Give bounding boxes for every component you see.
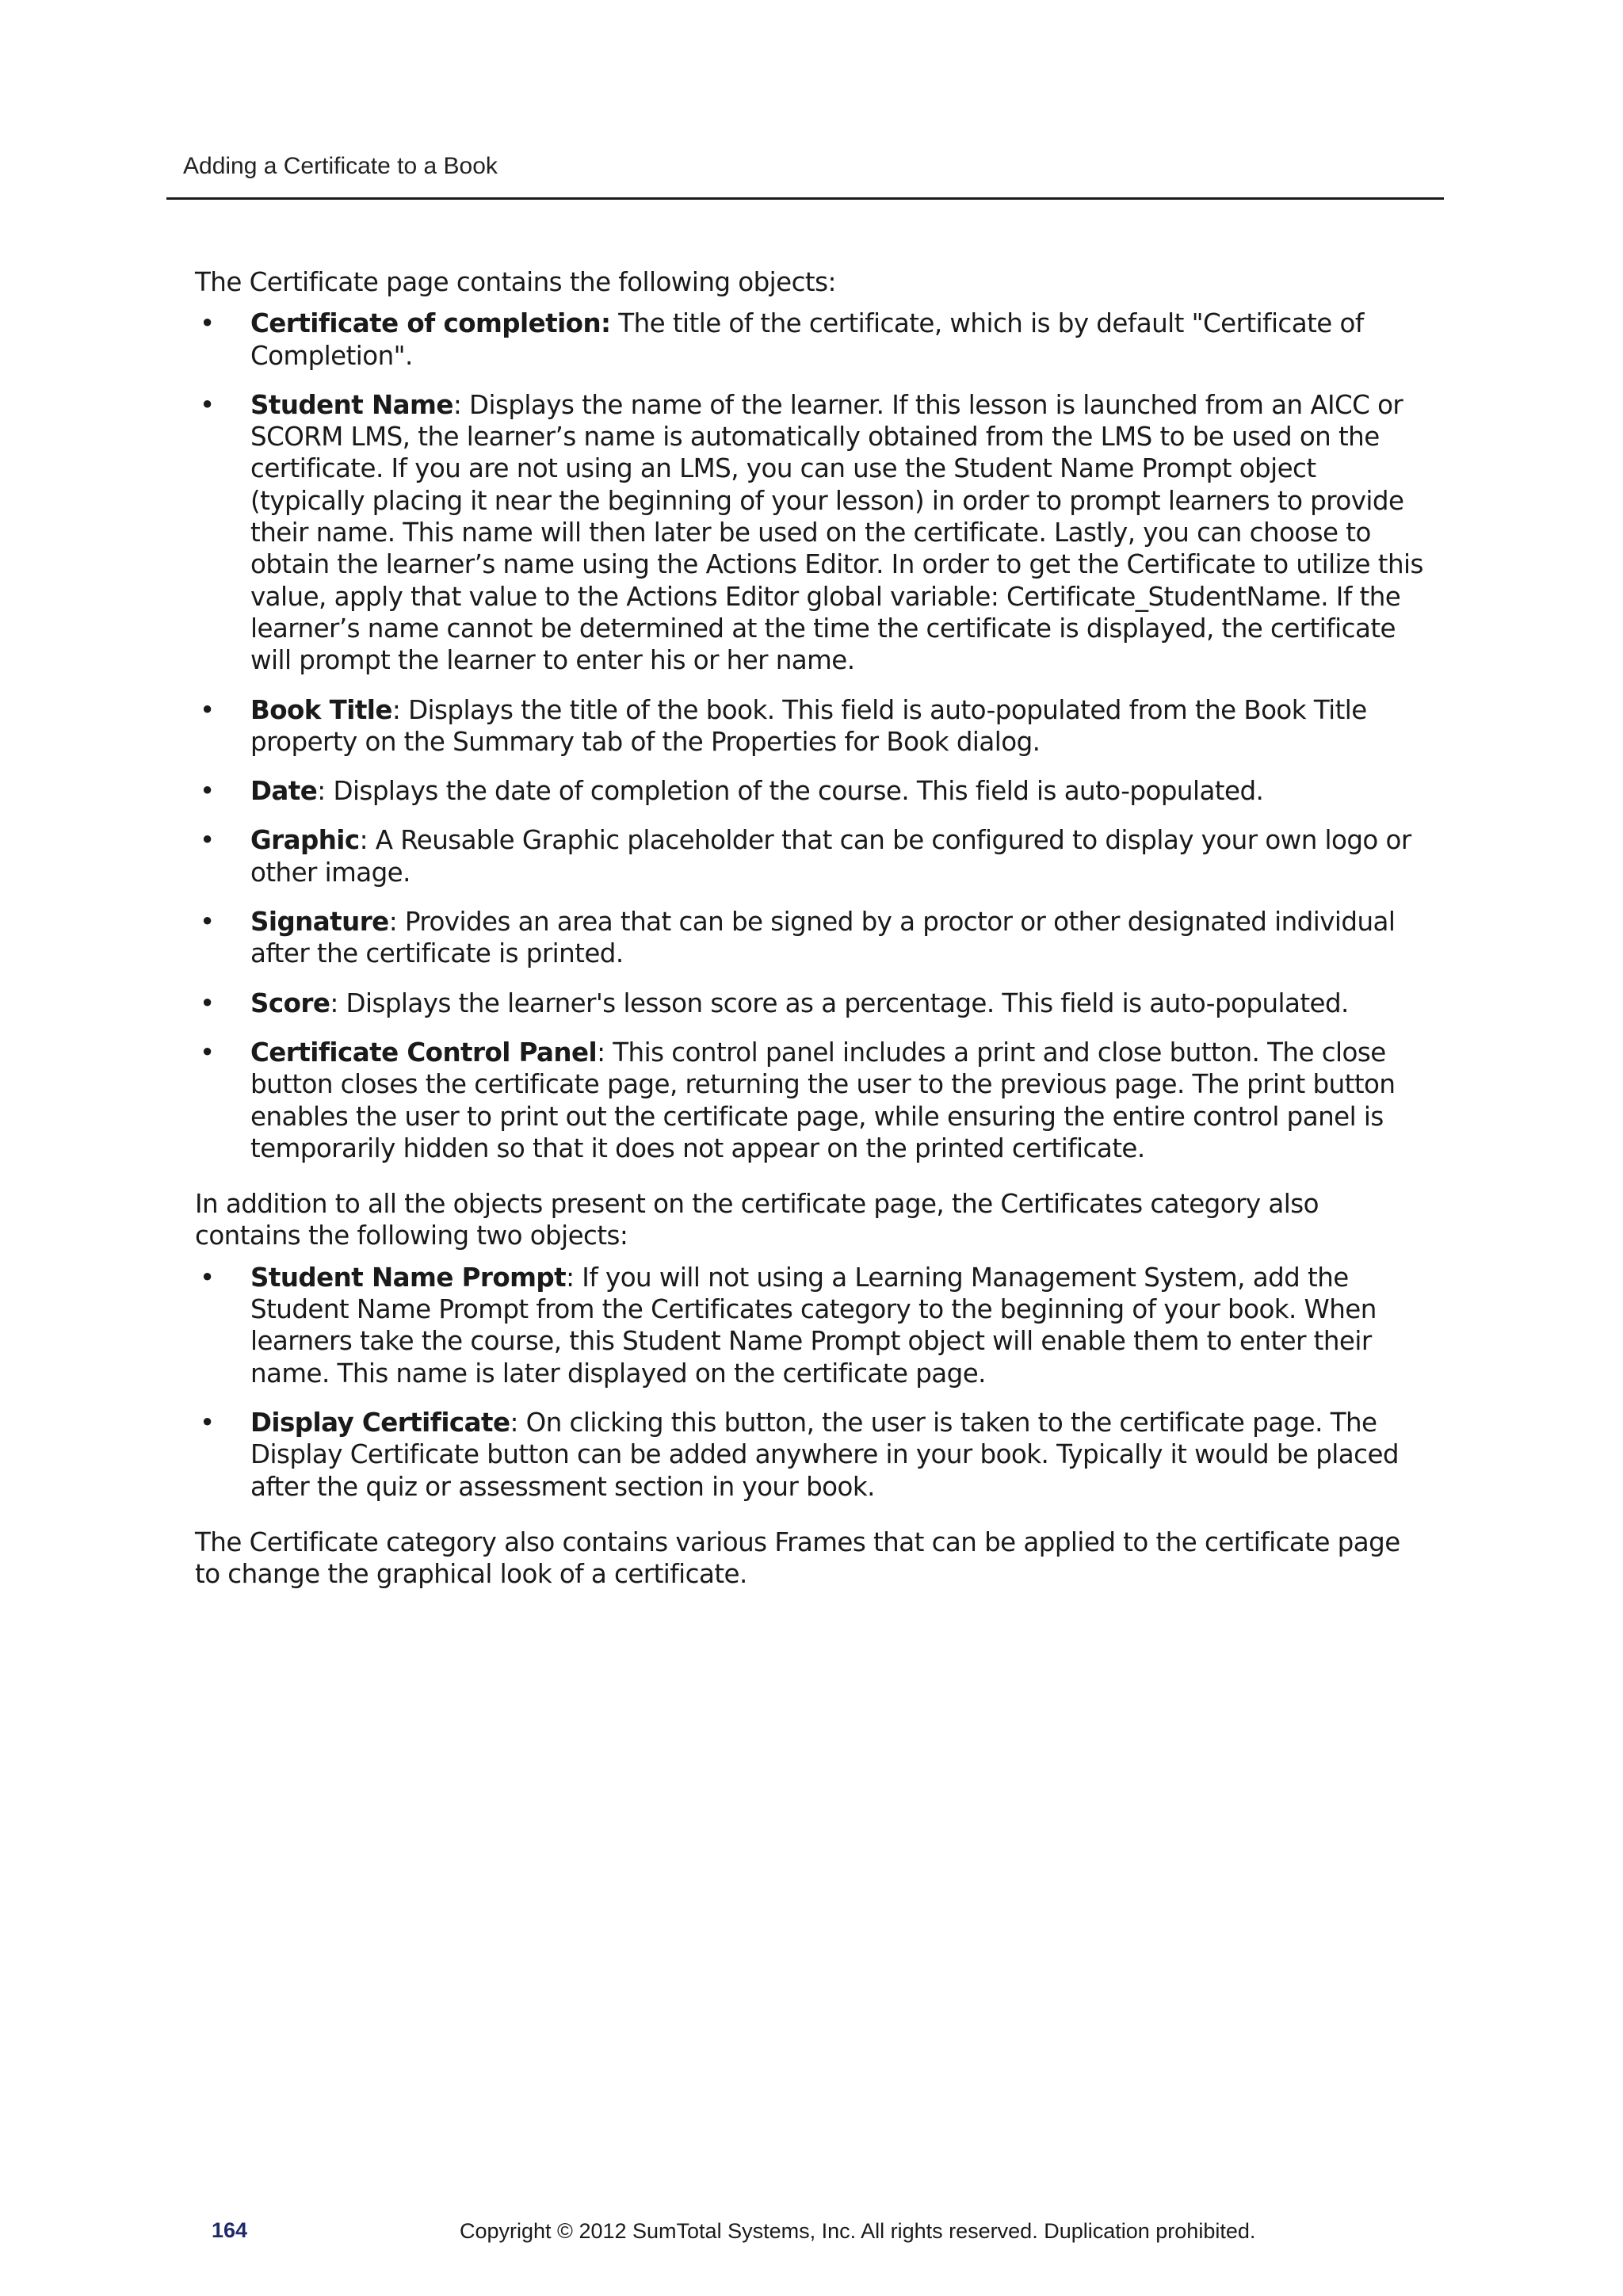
objects-list	[195, 308, 1431, 1164]
term: Date	[250, 776, 318, 807]
page-number: 164	[212, 2218, 248, 2242]
closing-paragraph: The Certificate category also contains various Frames that can be applied to the certificate page to change the graphical look of a certificate.	[195, 1526, 1400, 1590]
term: Graphic	[250, 825, 360, 856]
description: : Displays the learner's lesson score as a percentage. This field is auto-populated.	[330, 988, 1349, 1018]
description: : Displays the name of the learner. If this lesson is launched from an AICC or SCORM LMS, the learner’s name is automatically obtained from the LMS to be used on the certificate. If you are not using an LMS, you can use the Student Name Prompt object (typically placing it near the beginning of your lesson) in order to prompt learners to provide their name. This name will then later be used on the certificate. Lastly, you can choose to obtain the learner’s name using the Actions Editor. In order to get the Certificate to utilize this value, apply that value to the Actions Editor global variable: Certificate_StudentName. If the learner’s name cannot be determined at the time the certificate is displayed, the certificate will prompt the learner to enter his or her name.	[250, 389, 1423, 676]
term: Book Title	[250, 694, 392, 725]
description: : A Reusable Graphic placeholder that can be configured to display your own logo or other image.	[250, 825, 1411, 888]
additional-intro-paragraph: In addition to all the objects present on the certificate page, the Certificates category also contains the following two objects:	[195, 1189, 1319, 1251]
description: : This control panel includes a print and close button. The close button closes the certificate page, returning the user to the previous page. The print button enables the user to print out the certificate page, while ensuring the entire control panel is temporarily hidden so that it does not appear on the printed certificate.	[250, 1037, 1396, 1163]
bullet-icon: •	[200, 308, 215, 339]
list-item	[195, 1262, 1431, 1389]
list-item	[195, 308, 1431, 372]
copyright-notice: Copyright © 2012 SumTotal Systems, Inc. All rights reserved. Duplication prohibited.	[460, 2219, 1256, 2243]
term: Display Certificate	[250, 1407, 510, 1438]
description: : Provides an area that can be signed by a proctor or other designated individual after the certificate is printed.	[250, 907, 1396, 969]
page-body	[195, 266, 1431, 1590]
description: : If you will not using a Learning Management System, add the Student Name Prompt from the Certificates category to the beginning of your book. When learners take the course, this Student Name Prompt object will enable them to enter their name. This name is later displayed on the certificate page.	[250, 1262, 1377, 1389]
running-header: Adding a Certificate to a Book	[183, 153, 498, 179]
term: Certificate Control Panel	[250, 1037, 598, 1068]
header-rule	[166, 197, 1444, 200]
bullet-icon: •	[200, 1037, 215, 1068]
term: Certificate of completion:	[250, 308, 611, 339]
list-item	[195, 775, 1431, 807]
bullet-icon: •	[200, 1407, 215, 1438]
bullet-icon: •	[200, 907, 215, 938]
description: : Displays the title of the book. This field is auto-populated from the Book Title property on the Summary tab of the Properties for Book dialog.	[250, 694, 1367, 757]
list-item	[195, 906, 1431, 970]
term: Signature	[250, 907, 389, 938]
list-item	[195, 824, 1431, 888]
list-item	[195, 389, 1431, 677]
bullet-icon: •	[200, 694, 215, 725]
bullet-icon: •	[200, 825, 215, 856]
intro-paragraph: The Certificate page contains the following objects:	[195, 267, 836, 297]
bullet-icon: •	[200, 776, 215, 807]
bullet-icon: •	[200, 988, 215, 1018]
term: Student Name Prompt	[250, 1262, 567, 1293]
additional-objects-list	[195, 1262, 1431, 1503]
list-item	[195, 1037, 1431, 1164]
bullet-icon: •	[200, 1262, 215, 1293]
description: The title of the certificate, which is by default "Certificate of Completion".	[250, 308, 1364, 371]
list-item	[195, 694, 1431, 758]
bullet-icon: •	[200, 389, 215, 420]
term: Score	[250, 988, 330, 1018]
term: Student Name	[250, 389, 453, 420]
list-item	[195, 988, 1431, 1019]
description: : Displays the date of completion of the course. This field is auto-populated.	[317, 776, 1264, 807]
description: : On clicking this button, the user is taken to the certificate page. The Display Certificate button can be added anywhere in your book. Typically it would be placed after the quiz or assessment section in your book.	[250, 1407, 1399, 1502]
list-item	[195, 1407, 1431, 1503]
